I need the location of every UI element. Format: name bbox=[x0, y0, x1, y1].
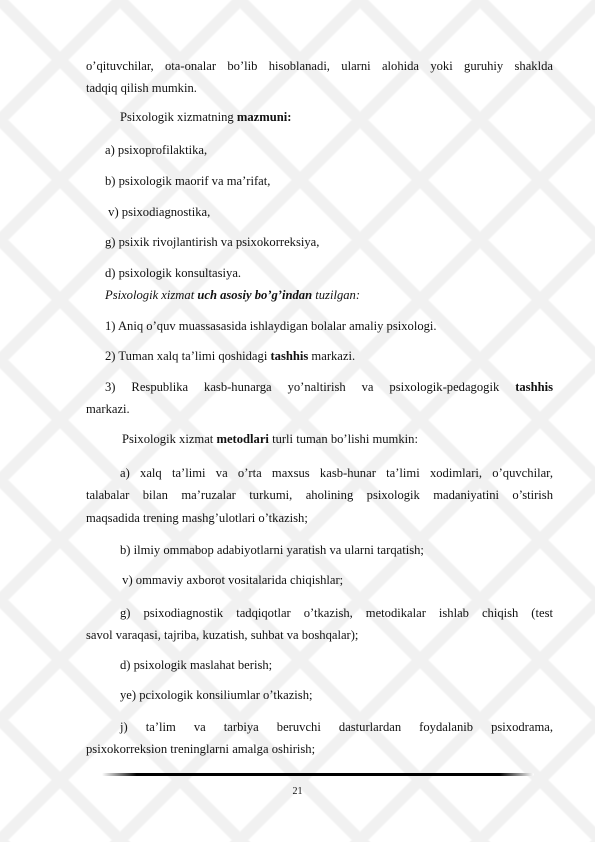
page-number: 21 bbox=[292, 786, 303, 797]
methods-heading-bold: metodlari bbox=[216, 432, 269, 446]
structure-item-1: 1) Aniq o’quv muassasasida ishlaydigan bolalar amaliy psixologi. bbox=[105, 319, 437, 333]
content-heading bbox=[120, 106, 587, 128]
method-a-line-3: maqsadida trening mashg’ulotlari o’tkazish; bbox=[86, 511, 308, 525]
structure-item-3-line-2: markazi. bbox=[86, 402, 130, 416]
structure-item-3-line-1 bbox=[86, 376, 553, 398]
method-ye: ye) pcixologik konsiliumlar o’tkazish; bbox=[120, 688, 313, 702]
structure-item-2 bbox=[105, 345, 572, 367]
content-heading-text: Psixologik xizmatning bbox=[120, 110, 237, 124]
intro-line-2: tadqiq qilish mumkin. bbox=[86, 81, 197, 95]
content-item-a: a) psixoprofilaktika, bbox=[105, 143, 208, 157]
method-g-line-2: savol varaqasi, tajriba, kuzatish, suhbat va boshqalar); bbox=[86, 628, 359, 642]
footer-divider bbox=[102, 773, 534, 776]
structure-item-2-bold: tashhis bbox=[270, 349, 309, 363]
content-item-v: v) psixodiagnostika, bbox=[105, 205, 211, 219]
structure-item-2-suffix: markazi. bbox=[308, 349, 356, 363]
content-heading-bold: mazmuni: bbox=[236, 110, 292, 124]
structure-item-3-text: 3) Respublika kasb-hunarga yo’naltirish va psixologik-pedagogik bbox=[105, 380, 516, 394]
method-j-line-2: psixokorreksion treninglarni amalga oshirish; bbox=[86, 742, 316, 756]
methods-heading-text: Psixologik xizmat bbox=[122, 432, 217, 446]
structure-item-3-bold: tashhis bbox=[515, 380, 553, 394]
methods-heading-suffix: turli tuman bo’lishi mumkin: bbox=[268, 432, 418, 446]
content-item-d: d) psixologik konsultasiya. bbox=[105, 266, 242, 280]
structure-heading bbox=[105, 284, 572, 306]
content-item-b: b) psixologik maorif va ma’rifat, bbox=[105, 174, 271, 188]
content-item-g: g) psixik rivojlantirish va psixokorreksiya, bbox=[105, 235, 320, 249]
method-a-line-2: talabalar bilan ma’ruzalar turkumi, aholining psixologik madaniyatini o’stirish bbox=[86, 488, 553, 502]
methods-heading bbox=[122, 428, 589, 450]
structure-heading-suffix: tuzilgan: bbox=[312, 288, 361, 302]
structure-item-2-text: 2) Tuman xalq ta’limi qoshidagi bbox=[105, 349, 271, 363]
method-a-line-1: a) xalq ta’limi va o’rta maxsus kasb-hunar ta’limi xodimlari, o’quvchilar, bbox=[120, 466, 553, 480]
method-g-line-1: g) psixodiagnostik tadqiqotlar o’tkazish, metodikalar ishlab chiqish (test bbox=[120, 606, 553, 620]
method-d: d) psixologik maslahat berish; bbox=[120, 658, 273, 672]
method-b: b) ilmiy ommabop adabiyotlarni yaratish va ularni tarqatish; bbox=[120, 543, 424, 557]
structure-heading-bold: uch asosiy bo’g’indan bbox=[197, 288, 313, 302]
method-v: v) ommaviy axborot vositalarida chiqishlar; bbox=[119, 573, 344, 587]
method-j-line-1: j) ta’lim va tarbiya beruvchi dasturlardan foydalanib psixodrama, bbox=[120, 720, 553, 734]
intro-line-1: o’qituvchilar, ota-onalar bo’lib hisoblanadi, ularni alohida yoki guruhiy shaklda bbox=[86, 59, 553, 73]
structure-heading-text: Psixologik xizmat bbox=[105, 288, 198, 302]
